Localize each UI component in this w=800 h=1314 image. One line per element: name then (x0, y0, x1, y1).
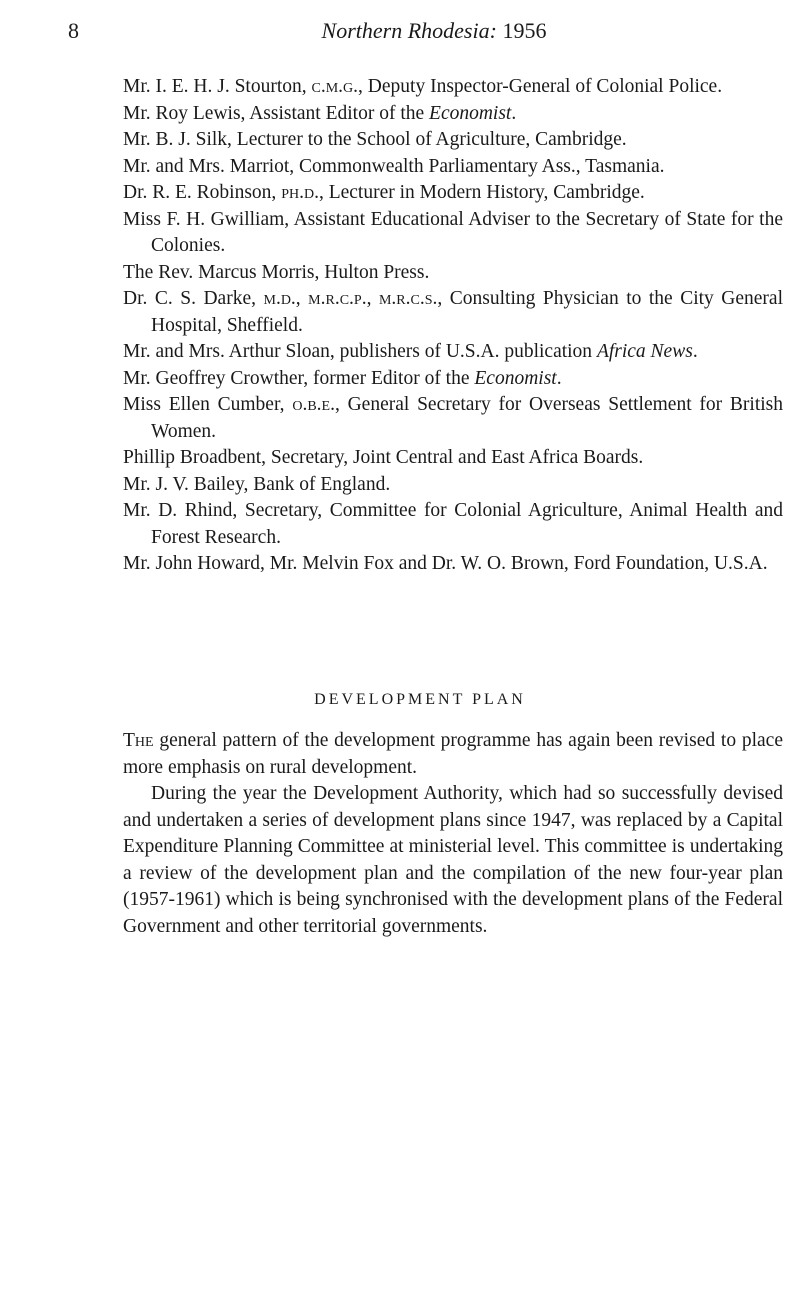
section-body (123, 728, 783, 940)
visitor-entry: Mr. John Howard, Mr. Melvin Fox and Dr. W. O. Brown, Ford Foundation, U.S.A. (123, 553, 768, 574)
visitor-entry: Miss F. H. Gwilliam, Assistant Educational Adviser to the Secretary of State for the Colonies. (123, 208, 783, 256)
visitor-entry: Mr. Roy Lewis, Assistant Editor of the Economist. (123, 102, 517, 124)
visitor-entry: Mr. and Mrs. Marriot, Commonwealth Parliamentary Ass., Tasmania. (123, 155, 665, 177)
visitor-entry: Mr. J. V. Bailey, Bank of England. (123, 473, 391, 495)
visitor-list (123, 74, 783, 578)
section-heading: DEVELOPMENT PLAN (314, 691, 526, 708)
lead-word: The (123, 730, 154, 751)
visitor-entry: Dr. C. S. Darke, m.d., m.r.c.p., m.r.c.s., Consulting Physician to the City General Hospital, Sheffield. (123, 288, 783, 336)
page-number: 8 (68, 18, 79, 43)
paragraph: During the year the Development Authority, which had so successfully devised and undertaken a series of development plans since 1947, was replaced by a Capital Expenditure Planning Committee at ministerial level. This committee is undertaking a review of the development plan and the compilation of the new four-year plan (1957-1961) which is being synchronised with the development plans of the Federal Government and other territorial governments. (123, 783, 783, 937)
running-title-year: 1956 (496, 18, 547, 43)
visitor-entry: Mr. D. Rhind, Secretary, Committee for Colonial Agriculture, Animal Health and Forest Research. (123, 500, 783, 548)
page-header (68, 18, 760, 50)
visitor-entry: The Rev. Marcus Morris, Hulton Press. (123, 261, 430, 283)
visitor-entry: Mr. Geoffrey Crowther, former Editor of the Economist. (123, 367, 562, 389)
visitor-entry: Mr. B. J. Silk, Lecturer to the School of Agriculture, Cambridge. (123, 129, 627, 150)
running-title (68, 18, 760, 44)
visitor-entry: Phillip Broadbent, Secretary, Joint Central and East Africa Boards. (123, 447, 644, 468)
visitor-entry: Mr. and Mrs. Arthur Sloan, publishers of U.S.A. publication Africa News. (123, 341, 698, 362)
paragraph: The general pattern of the development programme has again been revised to place more emphasis on rural development. (123, 730, 783, 778)
visitor-entry: Mr. I. E. H. J. Stourton, c.m.g., Deputy Inspector-General of Colonial Police. (123, 76, 723, 97)
visitor-entry: Dr. R. E. Robinson, ph.d., Lecturer in Modern History, Cambridge. (123, 182, 645, 203)
running-title-country: Northern Rhodesia: (321, 18, 497, 43)
visitor-entry: Miss Ellen Cumber, o.b.e., General Secretary for Overseas Settlement for British Women. (123, 394, 783, 442)
